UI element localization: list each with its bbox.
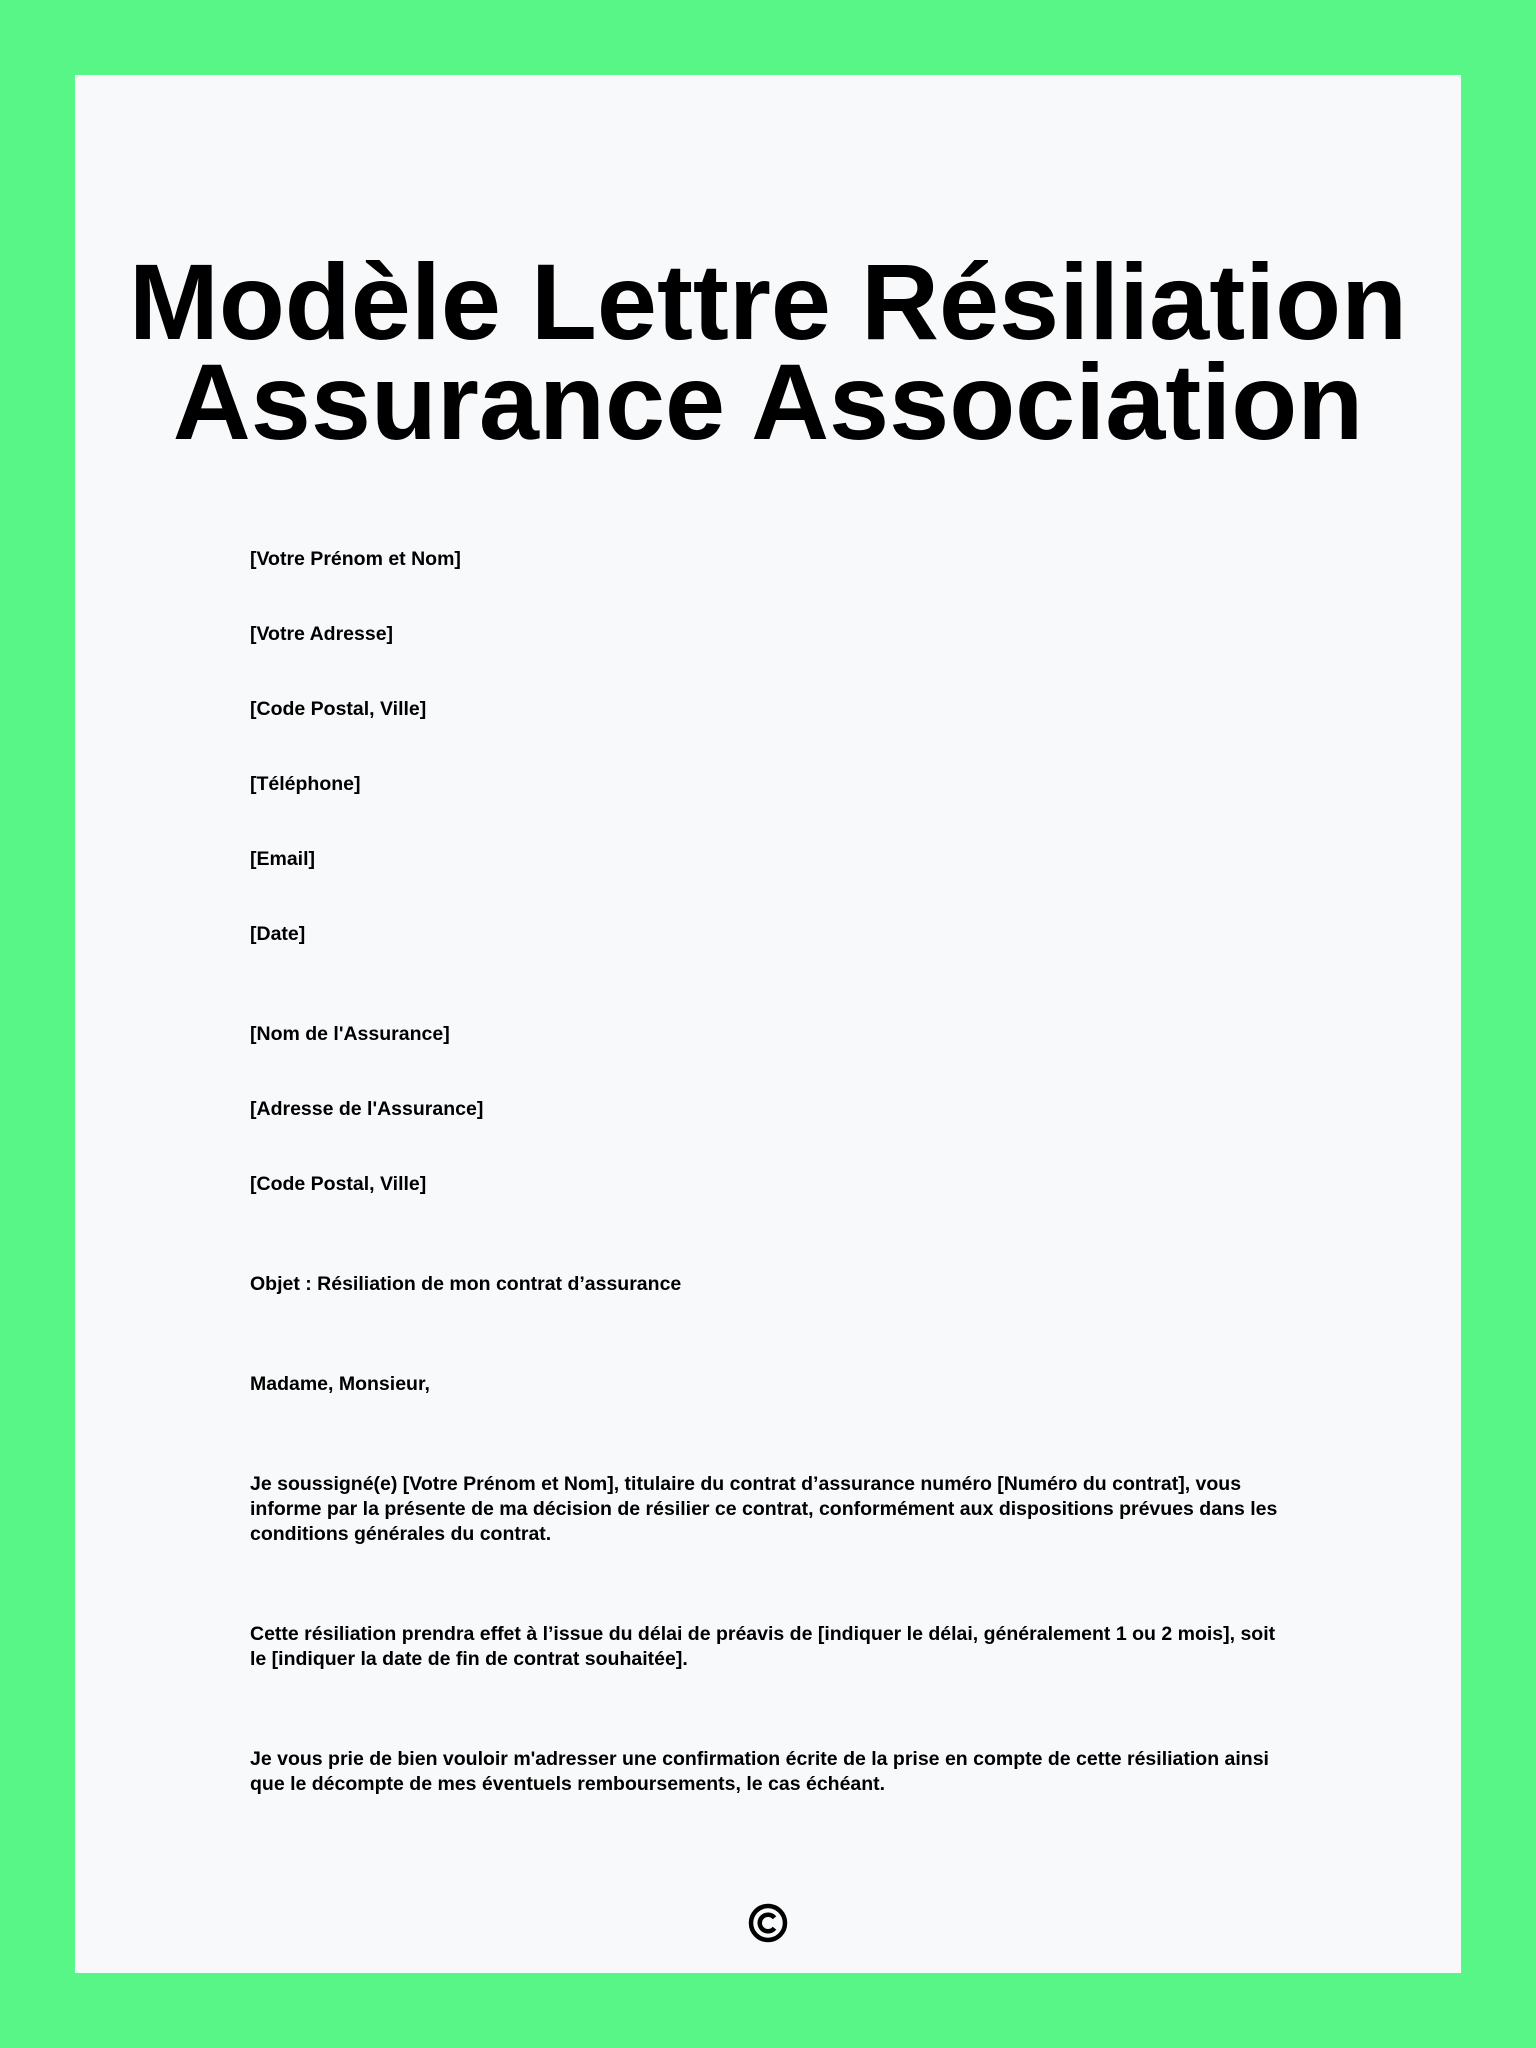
copyright-icon xyxy=(748,1903,788,1943)
recipient-postal-city: [Code Postal, Ville] xyxy=(250,1173,427,1195)
letter-page xyxy=(75,75,1461,1973)
letter-subject: Objet : Résiliation de mon contrat d’assurance xyxy=(250,1273,682,1295)
page-title xyxy=(75,241,1461,462)
sender-email: [Email] xyxy=(250,848,316,870)
letter-paragraph-2: Cette résiliation prendra effet à l’issue du délai de préavis de [indiquer le délai, généralement 1 ou 2 mois], soit le [indiquer la date de fin de contrat souhaitée]. xyxy=(250,1623,1276,1670)
page-title-line-1: Modèle Lettre Résiliation xyxy=(128,241,1408,362)
letter-salutation: Madame, Monsieur, xyxy=(250,1373,430,1395)
letter-date: [Date] xyxy=(250,923,306,945)
sender-address: [Votre Adresse] xyxy=(250,623,394,645)
sender-postal-city: [Code Postal, Ville] xyxy=(250,698,427,720)
letter-paragraph-3: Je vous prie de bien vouloir m'adresser une confirmation écrite de la prise en compte de cette résiliation ainsi que le décompte de mes éventuels remboursements, le cas échéant. xyxy=(250,1748,1269,1795)
sender-name: [Votre Prénom et Nom] xyxy=(250,548,461,570)
recipient-name: [Nom de l'Assurance] xyxy=(250,1023,450,1045)
page-title-line-2: Assurance Association xyxy=(172,341,1364,462)
recipient-address: [Adresse de l'Assurance] xyxy=(250,1098,484,1120)
letter-paragraph-1: Je soussigné(e) [Votre Prénom et Nom], titulaire du contrat d’assurance numéro [Numéro du contrat], vous informe par la présente de ma décision de résilier ce contrat, conformément aux dispositions prévues dans les conditions générales du contrat. xyxy=(250,1473,1278,1545)
copyright-footer xyxy=(75,1903,1461,1948)
sender-phone: [Téléphone] xyxy=(250,773,361,795)
